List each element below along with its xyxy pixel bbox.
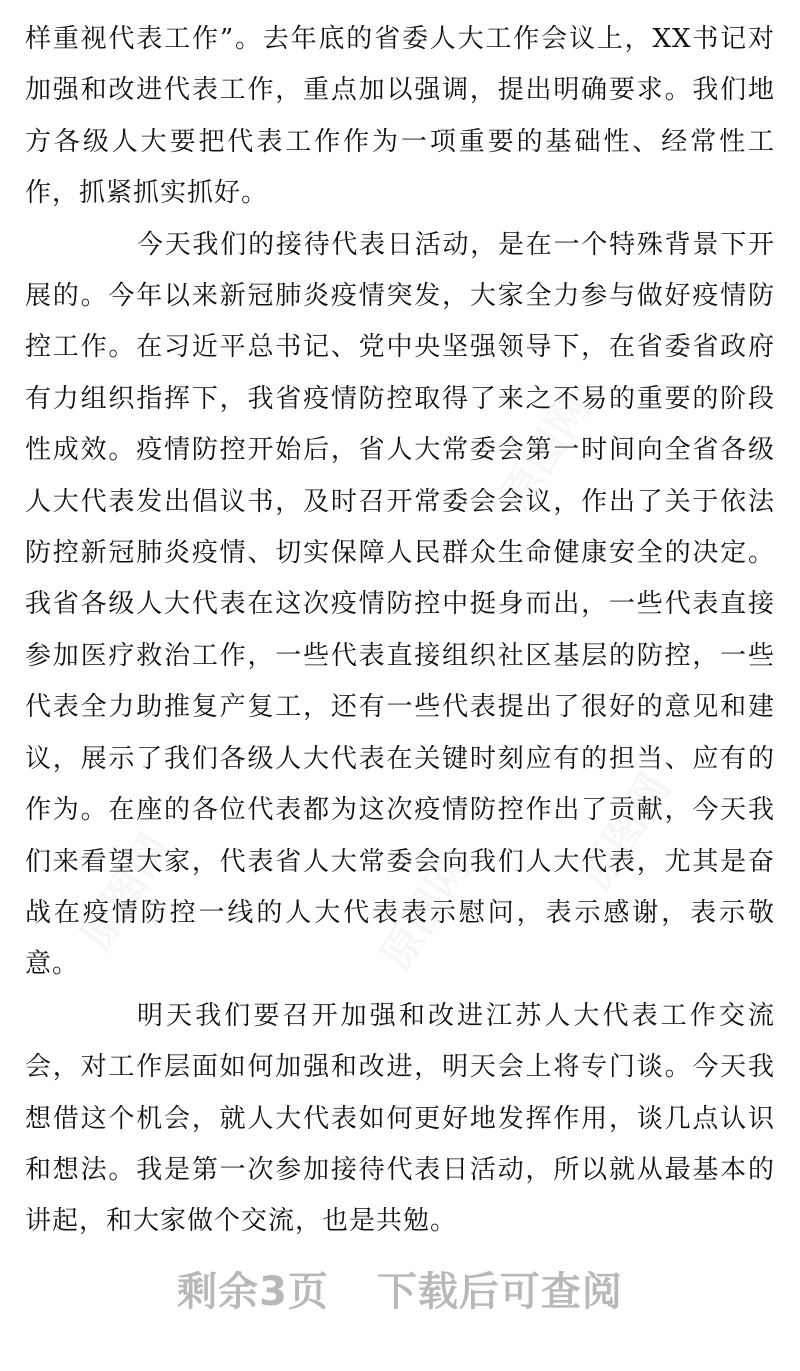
- download-prompt-banner[interactable]: [0, 1262, 800, 1322]
- paragraph: 明天我们要召开加强和改进江苏人大代表工作交流会，对工作层面如何加强和改进，明天会上将专门谈。今天我想借这个机会，就人大代表如何更好地发挥作用，谈几点认识和想法。我是第一次参加接待代表日活动，所以就从最基本的讲起，和大家做个交流，也是共勉。: [25, 1000, 775, 1237]
- download-hint-text: 下载后可查阅: [376, 1269, 623, 1315]
- remaining-pages-text: 剩余3页: [177, 1269, 329, 1315]
- document-body: [25, 14, 775, 1248]
- paragraph-continued: 样重视代表工作”。去年底的省委人大工作会议上，XX书记对加强和改进代表工作，重点加以强调，提出明确要求。我们地方各级人大要把代表工作作为一项重要的基础性、经常性工作，抓紧抓实抓好。: [25, 24, 775, 209]
- paragraph: 今天我们的接待代表日活动，是在一个特殊背景下开展的。今年以来新冠肺炎疫情突发，大家全力参与做好疫情防控工作。在习近平总书记、党中央坚强领导下，在省委省政府有力组织指挥下，我省疫情防控取得了来之不易的重要的阶段性成效。疫情防控开始后，省人大常委会第一时间向全省各级人大代表发出倡议书，及时召开常委会会议，作出了关于依法防控新冠肺炎疫情、切实保障人民群众生命健康安全的决定。我省各级人大代表在这次疫情防控中挺身而出，一些代表直接参加医疗救治工作，一些代表直接组织社区基层的防控，一些代表全力助推复产复工，还有一些代表提出了很好的意见和建议，展示了我们各级人大代表在关键时刻应有的担当、应有的作为。在座的各位代表都为这次疫情防控作出了贡献，今天我们来看望大家，代表省人大常委会向我们人大代表，尤其是奋战在疫情防控一线的人大代表表示慰问，表示感谢，表示敬意。: [25, 229, 775, 980]
